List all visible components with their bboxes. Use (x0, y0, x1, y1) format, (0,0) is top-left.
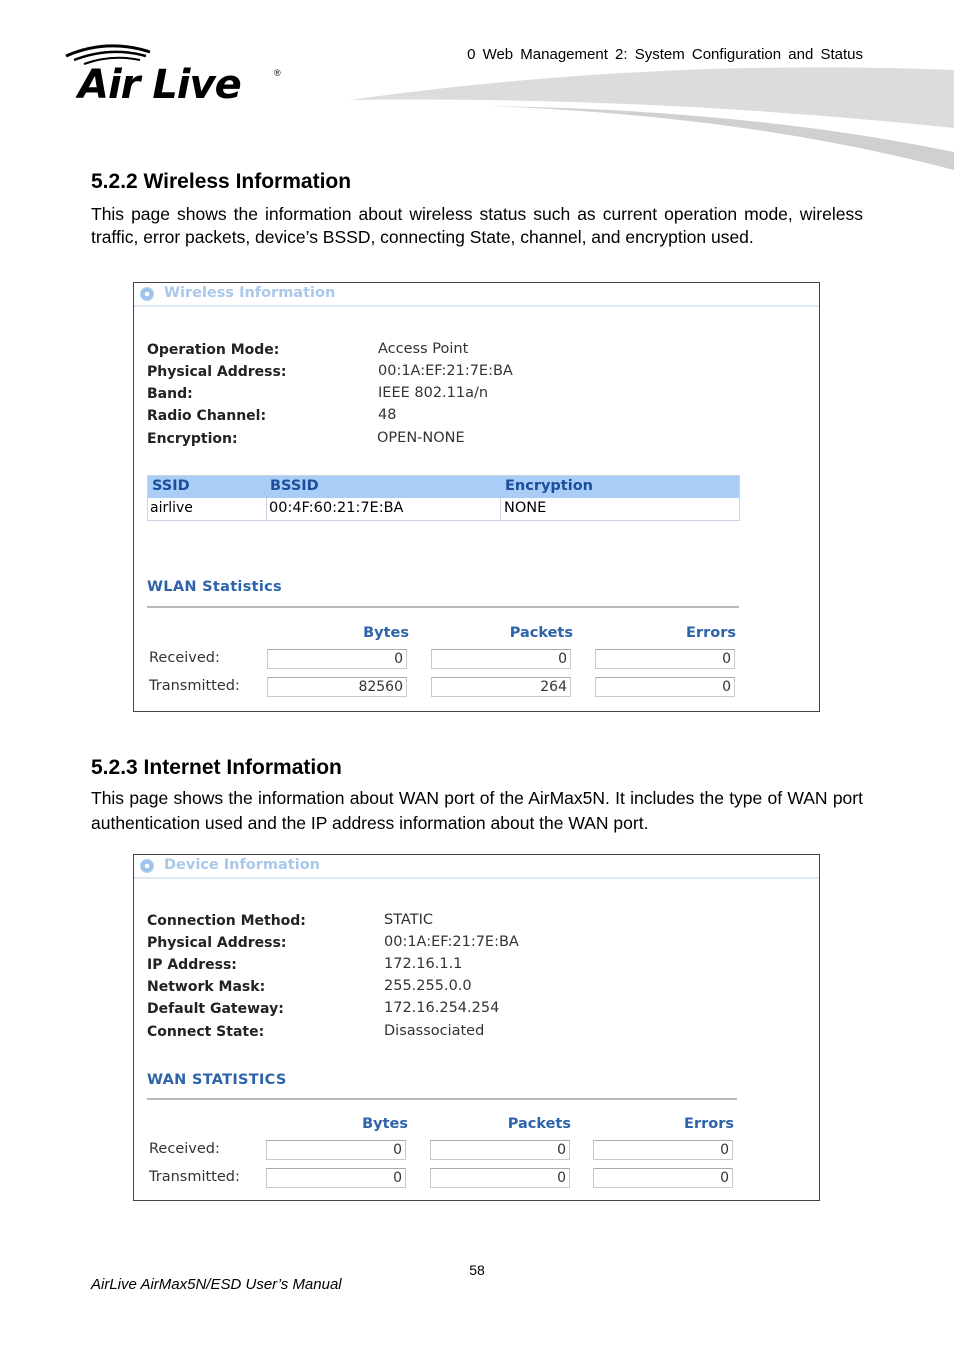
field-value: OPEN-NONE (377, 430, 465, 446)
stats-row-label: Received: (149, 650, 220, 666)
stats-header-packets: Packets (509, 625, 573, 641)
panel-title-bar (134, 283, 819, 307)
panel-title: Wireless Information (164, 285, 336, 301)
stats-row-label: Received: (149, 1141, 220, 1157)
transmitted-packets-field: 264 (431, 677, 571, 697)
transmitted-bytes-field: 0 (266, 1168, 406, 1188)
section-paragraph-internet: This page shows the information about WAN port of the AirMax5N. It includes the type of WAN port authentication used and the IP address information about the WAN port. (91, 788, 863, 833)
stats-header-bytes: Bytes (362, 1116, 408, 1132)
page-number: 58 (469, 1262, 485, 1278)
transmitted-packets-field: 0 (430, 1168, 570, 1188)
field-value: 172.16.1.1 (384, 956, 463, 972)
field-value: STATIC (384, 912, 433, 928)
field-value: 172.16.254.254 (384, 1000, 500, 1016)
column-header-ssid: SSID (152, 478, 190, 494)
registered-mark: ® (274, 68, 281, 78)
received-bytes-field: 0 (267, 649, 407, 669)
stats-row-label: Transmitted: (149, 678, 240, 694)
field-label: Physical Address: (147, 364, 287, 380)
field-label: Default Gateway: (147, 1001, 284, 1017)
panel-bullet-icon (140, 287, 154, 301)
panel-bullet-icon (140, 859, 154, 873)
table-cell-bssid: 00:4F:60:21:7E:BA (269, 500, 404, 516)
device-information-panel (133, 854, 820, 1201)
table-cell-encryption: NONE (504, 500, 547, 516)
received-packets-field: 0 (430, 1140, 570, 1160)
stats-header-errors: Errors (684, 1116, 734, 1132)
ssid-table (147, 475, 740, 521)
field-label: Network Mask: (147, 979, 266, 995)
manual-title: AirLive AirMax5N/ESD User’s Manual (91, 1276, 342, 1293)
stats-header-bytes: Bytes (363, 625, 409, 641)
stats-section-title: WLAN Statistics (147, 579, 282, 595)
section-heading-internet: 5.2.3 Internet Information (91, 756, 342, 779)
field-value: 255.255.0.0 (384, 978, 472, 994)
stats-header-packets: Packets (507, 1116, 571, 1132)
field-value: 48 (378, 407, 397, 423)
received-packets-field: 0 (431, 649, 571, 669)
panel-title: Device Information (164, 857, 320, 873)
field-value: 00:1A:EF:21:7E:BA (384, 934, 519, 950)
airlive-logo (62, 40, 292, 110)
stats-row-label: Transmitted: (149, 1169, 240, 1185)
field-label: Encryption: (147, 431, 238, 447)
transmitted-errors-field: 0 (593, 1168, 733, 1188)
header-swoosh (350, 66, 954, 176)
field-value: Access Point (378, 341, 469, 357)
stats-header-errors: Errors (686, 625, 736, 641)
table-divider (266, 498, 267, 520)
stats-divider (147, 606, 739, 608)
logo-text: Air Live (78, 62, 241, 108)
stats-divider (147, 1098, 737, 1100)
received-errors-field: 0 (595, 649, 735, 669)
stats-section-title: WAN STATISTICS (147, 1072, 287, 1088)
transmitted-errors-field: 0 (595, 677, 735, 697)
section-heading-wireless: 5.2.2 Wireless Information (91, 170, 352, 193)
transmitted-bytes-field: 82560 (267, 677, 407, 697)
field-label: Connect State: (147, 1024, 265, 1040)
received-errors-field: 0 (593, 1140, 733, 1160)
table-cell-ssid: airlive (150, 500, 193, 516)
panel-title-bar (134, 855, 819, 879)
field-label: Connection Method: (147, 913, 306, 929)
section-paragraph-wireless: This page shows the information about wireless status such as current operation mode, wireless traffic, error packets, device’s BSSD, connecting State, channel, and encryption used. (91, 204, 863, 247)
column-header-encryption: Encryption (505, 478, 593, 494)
field-label: Band: (147, 386, 193, 402)
field-value: Disassociated (384, 1023, 485, 1039)
table-header (148, 476, 739, 498)
field-label: Radio Channel: (147, 408, 267, 424)
received-bytes-field: 0 (266, 1140, 406, 1160)
wireless-information-panel (133, 282, 820, 712)
table-row (148, 498, 739, 520)
field-label: Operation Mode: (147, 342, 280, 358)
header-title: 0 Web Management 2: System Configuration and Status (467, 46, 863, 63)
field-value: 00:1A:EF:21:7E:BA (378, 363, 513, 379)
field-label: Physical Address: (147, 935, 287, 951)
table-divider (500, 498, 501, 520)
field-value: IEEE 802.11a/n (378, 385, 489, 401)
column-header-bssid: BSSID (270, 478, 319, 494)
field-label: IP Address: (147, 957, 237, 973)
